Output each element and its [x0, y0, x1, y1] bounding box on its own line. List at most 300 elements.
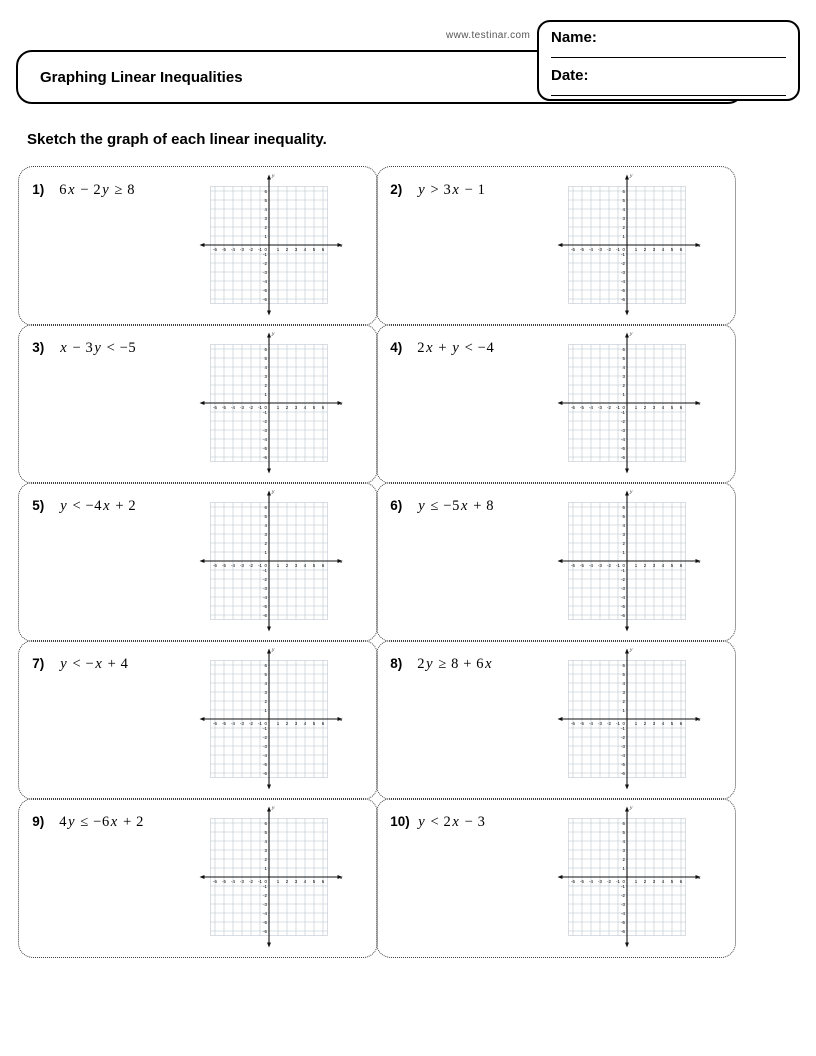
- svg-text:-6: -6: [620, 613, 625, 619]
- svg-text:-6: -6: [570, 405, 575, 411]
- svg-text:4: 4: [661, 879, 664, 885]
- svg-text:-5: -5: [262, 446, 267, 452]
- svg-text:5: 5: [622, 514, 625, 520]
- svg-text:-1: -1: [620, 884, 625, 890]
- problem-inequality: x − 3y < −5: [60, 340, 137, 357]
- svg-text:-1: -1: [262, 252, 267, 258]
- svg-text:-6: -6: [570, 563, 575, 569]
- svg-text:0: 0: [622, 405, 625, 411]
- svg-text:-1: -1: [257, 879, 262, 885]
- coordinate-grid: [198, 169, 344, 321]
- svg-text:-6: -6: [212, 405, 217, 411]
- problem-number: 6): [390, 498, 403, 514]
- problems-grid: [19, 167, 735, 957]
- svg-text:-5: -5: [221, 405, 226, 411]
- svg-text:-2: -2: [620, 419, 625, 425]
- svg-text:-4: -4: [230, 405, 235, 411]
- svg-text:-3: -3: [597, 405, 602, 411]
- svg-text:-2: -2: [262, 419, 267, 425]
- svg-text:-6: -6: [620, 455, 625, 461]
- svg-text:-2: -2: [606, 563, 611, 569]
- svg-text:5: 5: [264, 356, 267, 362]
- svg-text:2: 2: [643, 247, 646, 253]
- svg-text:x: x: [697, 559, 701, 566]
- coordinate-grid: [198, 643, 344, 795]
- coordinate-grid: [556, 485, 702, 637]
- problem-header: [390, 814, 485, 831]
- svg-text:5: 5: [264, 672, 267, 678]
- name-blank-line: [551, 57, 786, 58]
- svg-text:1: 1: [276, 563, 279, 569]
- svg-text:-1: -1: [615, 405, 620, 411]
- svg-text:4: 4: [622, 365, 625, 371]
- svg-text:6: 6: [622, 189, 625, 195]
- svg-text:2: 2: [285, 721, 288, 727]
- svg-text:1: 1: [634, 247, 637, 253]
- svg-text:2: 2: [285, 563, 288, 569]
- svg-text:-2: -2: [620, 577, 625, 583]
- svg-text:6: 6: [321, 721, 324, 727]
- svg-text:-2: -2: [262, 893, 267, 899]
- svg-text:2: 2: [643, 721, 646, 727]
- svg-text:-5: -5: [262, 288, 267, 294]
- svg-text:-5: -5: [579, 247, 584, 253]
- svg-text:-2: -2: [606, 247, 611, 253]
- problem-number: 7): [32, 656, 45, 672]
- svg-text:y: y: [629, 489, 633, 496]
- svg-text:-2: -2: [248, 879, 253, 885]
- svg-text:-3: -3: [239, 405, 244, 411]
- svg-text:-4: -4: [620, 595, 625, 601]
- problem-cell: [18, 798, 378, 958]
- svg-text:-4: -4: [262, 753, 267, 759]
- svg-text:x: x: [339, 559, 343, 566]
- svg-text:-4: -4: [230, 563, 235, 569]
- svg-text:-6: -6: [212, 879, 217, 885]
- svg-text:3: 3: [622, 848, 625, 854]
- svg-text:6: 6: [321, 247, 324, 253]
- svg-text:6: 6: [679, 563, 682, 569]
- svg-text:3: 3: [264, 532, 267, 538]
- problem-header: [32, 182, 135, 199]
- svg-text:-5: -5: [579, 563, 584, 569]
- svg-text:-4: -4: [230, 247, 235, 253]
- svg-text:-4: -4: [588, 563, 593, 569]
- svg-text:1: 1: [276, 879, 279, 885]
- problem-header: [390, 498, 494, 515]
- problem-header: [390, 656, 493, 673]
- svg-text:-4: -4: [588, 721, 593, 727]
- svg-text:-3: -3: [239, 563, 244, 569]
- svg-text:-5: -5: [221, 721, 226, 727]
- coordinate-grid: [556, 643, 702, 795]
- svg-text:-1: -1: [262, 884, 267, 890]
- svg-text:5: 5: [312, 563, 315, 569]
- svg-text:-2: -2: [606, 721, 611, 727]
- svg-text:1: 1: [276, 405, 279, 411]
- svg-text:6: 6: [622, 505, 625, 511]
- svg-text:y: y: [271, 805, 275, 812]
- svg-text:1: 1: [264, 234, 267, 240]
- svg-text:-4: -4: [588, 879, 593, 885]
- svg-text:-4: -4: [230, 879, 235, 885]
- svg-text:-1: -1: [257, 721, 262, 727]
- problem-header: [32, 656, 128, 673]
- svg-text:-4: -4: [620, 279, 625, 285]
- svg-text:-2: -2: [262, 735, 267, 741]
- svg-text:5: 5: [670, 247, 673, 253]
- svg-text:2: 2: [264, 541, 267, 547]
- svg-text:-5: -5: [579, 405, 584, 411]
- svg-text:4: 4: [264, 681, 267, 687]
- svg-text:2: 2: [622, 225, 625, 231]
- svg-text:-4: -4: [620, 753, 625, 759]
- svg-text:-4: -4: [262, 595, 267, 601]
- problem-number: 1): [32, 182, 45, 198]
- svg-text:-5: -5: [620, 446, 625, 452]
- svg-text:5: 5: [264, 198, 267, 204]
- svg-text:0: 0: [622, 721, 625, 727]
- problem-number: 10): [390, 814, 410, 830]
- svg-text:-5: -5: [620, 762, 625, 768]
- problem-cell: [376, 640, 736, 800]
- problem-number: 4): [390, 340, 403, 356]
- svg-text:-1: -1: [615, 563, 620, 569]
- problem-inequality: 6x − 2y ≥ 8: [59, 182, 136, 199]
- svg-text:4: 4: [661, 405, 664, 411]
- svg-text:1: 1: [634, 405, 637, 411]
- website-url: www.testinar.com: [446, 30, 531, 41]
- svg-text:x: x: [339, 717, 343, 724]
- svg-text:2: 2: [643, 563, 646, 569]
- svg-text:5: 5: [622, 356, 625, 362]
- svg-text:1: 1: [622, 866, 625, 872]
- svg-text:-2: -2: [620, 893, 625, 899]
- svg-text:0: 0: [264, 247, 267, 253]
- svg-text:6: 6: [622, 821, 625, 827]
- problem-cell: [18, 324, 378, 484]
- svg-text:-2: -2: [248, 721, 253, 727]
- problem-number: 8): [390, 656, 403, 672]
- svg-text:5: 5: [312, 721, 315, 727]
- svg-text:4: 4: [303, 405, 306, 411]
- svg-text:1: 1: [622, 392, 625, 398]
- svg-text:3: 3: [294, 247, 297, 253]
- problem-inequality: y < −4x + 2: [60, 498, 137, 515]
- name-label: Name:: [551, 29, 597, 46]
- svg-text:-1: -1: [262, 410, 267, 416]
- svg-text:1: 1: [622, 708, 625, 714]
- svg-text:-5: -5: [262, 762, 267, 768]
- svg-text:5: 5: [312, 879, 315, 885]
- svg-text:y: y: [271, 173, 275, 180]
- svg-text:-3: -3: [262, 586, 267, 592]
- svg-text:2: 2: [264, 383, 267, 389]
- svg-text:2: 2: [285, 405, 288, 411]
- svg-text:-1: -1: [615, 879, 620, 885]
- svg-text:2: 2: [622, 699, 625, 705]
- svg-text:0: 0: [264, 563, 267, 569]
- svg-text:-4: -4: [262, 437, 267, 443]
- svg-text:0: 0: [622, 879, 625, 885]
- problem-cell: [18, 640, 378, 800]
- svg-text:-5: -5: [221, 563, 226, 569]
- svg-text:x: x: [697, 875, 701, 882]
- svg-text:-1: -1: [262, 568, 267, 574]
- problem-cell: [376, 482, 736, 642]
- svg-text:4: 4: [661, 721, 664, 727]
- svg-text:-3: -3: [262, 744, 267, 750]
- svg-text:1: 1: [276, 247, 279, 253]
- svg-text:6: 6: [321, 879, 324, 885]
- svg-text:1: 1: [622, 234, 625, 240]
- svg-text:-5: -5: [620, 920, 625, 926]
- svg-text:y: y: [629, 647, 633, 654]
- svg-text:-3: -3: [262, 428, 267, 434]
- svg-text:4: 4: [303, 563, 306, 569]
- svg-text:-3: -3: [597, 247, 602, 253]
- problem-header: [390, 340, 494, 357]
- svg-text:-4: -4: [620, 437, 625, 443]
- svg-text:4: 4: [622, 207, 625, 213]
- svg-text:-6: -6: [570, 879, 575, 885]
- svg-text:-3: -3: [597, 721, 602, 727]
- svg-text:2: 2: [622, 383, 625, 389]
- coordinate-grid: [556, 169, 702, 321]
- svg-text:2: 2: [264, 699, 267, 705]
- svg-text:-5: -5: [579, 721, 584, 727]
- svg-text:-3: -3: [620, 428, 625, 434]
- svg-text:-2: -2: [606, 405, 611, 411]
- svg-text:x: x: [339, 401, 343, 408]
- svg-text:-6: -6: [570, 721, 575, 727]
- svg-text:y: y: [629, 331, 633, 338]
- svg-text:2: 2: [643, 405, 646, 411]
- svg-text:-6: -6: [262, 771, 267, 777]
- svg-text:-3: -3: [620, 586, 625, 592]
- svg-text:3: 3: [652, 721, 655, 727]
- svg-text:-1: -1: [257, 247, 262, 253]
- svg-text:5: 5: [312, 405, 315, 411]
- svg-text:-3: -3: [262, 270, 267, 276]
- svg-text:-4: -4: [588, 405, 593, 411]
- svg-text:-1: -1: [620, 410, 625, 416]
- svg-text:6: 6: [679, 247, 682, 253]
- svg-text:5: 5: [312, 247, 315, 253]
- date-label: Date:: [551, 67, 589, 85]
- svg-text:-2: -2: [248, 405, 253, 411]
- svg-text:x: x: [697, 243, 701, 250]
- problem-number: 5): [32, 498, 45, 514]
- svg-text:-2: -2: [620, 261, 625, 267]
- svg-text:5: 5: [622, 198, 625, 204]
- svg-text:1: 1: [264, 708, 267, 714]
- svg-text:3: 3: [622, 532, 625, 538]
- svg-text:y: y: [629, 173, 633, 180]
- svg-text:3: 3: [652, 405, 655, 411]
- svg-text:4: 4: [264, 207, 267, 213]
- svg-text:1: 1: [622, 550, 625, 556]
- problem-inequality: y < −x + 4: [60, 656, 129, 673]
- svg-text:2: 2: [622, 541, 625, 547]
- svg-text:-6: -6: [262, 297, 267, 303]
- svg-text:3: 3: [264, 374, 267, 380]
- svg-text:5: 5: [622, 672, 625, 678]
- svg-text:1: 1: [264, 866, 267, 872]
- svg-text:5: 5: [670, 879, 673, 885]
- svg-text:-3: -3: [239, 247, 244, 253]
- svg-text:3: 3: [652, 563, 655, 569]
- problem-number: 2): [390, 182, 403, 198]
- problem-inequality: y < 2x − 3: [418, 814, 486, 831]
- svg-text:5: 5: [264, 514, 267, 520]
- coordinate-grid: [198, 801, 344, 953]
- svg-text:-1: -1: [615, 721, 620, 727]
- svg-text:4: 4: [622, 839, 625, 845]
- svg-text:-4: -4: [620, 911, 625, 917]
- svg-text:4: 4: [264, 839, 267, 845]
- svg-text:0: 0: [622, 563, 625, 569]
- coordinate-grid: [198, 327, 344, 479]
- svg-text:-4: -4: [230, 721, 235, 727]
- svg-text:6: 6: [264, 347, 267, 353]
- svg-text:-2: -2: [620, 735, 625, 741]
- svg-text:4: 4: [303, 247, 306, 253]
- svg-text:4: 4: [661, 563, 664, 569]
- svg-text:-3: -3: [620, 270, 625, 276]
- page-title: Graphing Linear Inequalities: [40, 68, 243, 86]
- svg-text:-5: -5: [221, 879, 226, 885]
- problem-header: [32, 498, 136, 515]
- svg-text:3: 3: [294, 405, 297, 411]
- svg-text:6: 6: [622, 663, 625, 669]
- coordinate-grid: [556, 327, 702, 479]
- svg-text:-4: -4: [588, 247, 593, 253]
- svg-text:5: 5: [264, 830, 267, 836]
- svg-text:-2: -2: [262, 261, 267, 267]
- svg-text:-6: -6: [620, 771, 625, 777]
- svg-text:-6: -6: [620, 297, 625, 303]
- svg-text:x: x: [697, 401, 701, 408]
- svg-text:-5: -5: [221, 247, 226, 253]
- svg-text:-2: -2: [248, 247, 253, 253]
- svg-text:4: 4: [622, 523, 625, 529]
- svg-text:1: 1: [634, 563, 637, 569]
- problem-header: [32, 814, 144, 831]
- svg-text:3: 3: [622, 690, 625, 696]
- svg-text:4: 4: [264, 523, 267, 529]
- svg-text:4: 4: [661, 247, 664, 253]
- svg-text:6: 6: [264, 821, 267, 827]
- svg-text:x: x: [339, 243, 343, 250]
- instruction-text: Sketch the graph of each linear inequality.: [27, 131, 327, 148]
- svg-text:0: 0: [264, 879, 267, 885]
- problem-cell: [376, 798, 736, 958]
- problem-header: [390, 182, 485, 199]
- svg-text:-6: -6: [212, 247, 217, 253]
- svg-text:-1: -1: [257, 563, 262, 569]
- problem-inequality: y ≤ −5x + 8: [418, 498, 495, 515]
- svg-text:x: x: [339, 875, 343, 882]
- problem-inequality: y > 3x − 1: [418, 182, 486, 199]
- svg-text:-6: -6: [212, 563, 217, 569]
- svg-text:1: 1: [634, 721, 637, 727]
- svg-text:3: 3: [652, 879, 655, 885]
- svg-text:y: y: [629, 805, 633, 812]
- svg-text:3: 3: [264, 848, 267, 854]
- svg-text:-5: -5: [262, 604, 267, 610]
- svg-text:-6: -6: [620, 929, 625, 935]
- svg-text:3: 3: [294, 721, 297, 727]
- svg-text:2: 2: [264, 857, 267, 863]
- svg-text:-2: -2: [248, 563, 253, 569]
- problem-number: 3): [32, 340, 45, 356]
- svg-text:y: y: [271, 331, 275, 338]
- svg-text:x: x: [697, 717, 701, 724]
- svg-text:-5: -5: [620, 604, 625, 610]
- svg-text:-5: -5: [579, 879, 584, 885]
- svg-text:5: 5: [670, 405, 673, 411]
- svg-text:3: 3: [652, 247, 655, 253]
- svg-text:-1: -1: [615, 247, 620, 253]
- svg-text:3: 3: [622, 216, 625, 222]
- svg-text:0: 0: [264, 721, 267, 727]
- svg-text:-6: -6: [262, 613, 267, 619]
- svg-text:2: 2: [285, 247, 288, 253]
- svg-text:-1: -1: [262, 726, 267, 732]
- coordinate-grid: [556, 801, 702, 953]
- svg-text:6: 6: [264, 663, 267, 669]
- svg-text:3: 3: [294, 879, 297, 885]
- svg-text:1: 1: [264, 550, 267, 556]
- svg-text:4: 4: [303, 721, 306, 727]
- svg-text:-5: -5: [620, 288, 625, 294]
- svg-text:1: 1: [634, 879, 637, 885]
- svg-text:-1: -1: [620, 568, 625, 574]
- svg-text:-4: -4: [262, 911, 267, 917]
- svg-text:-3: -3: [262, 902, 267, 908]
- svg-text:4: 4: [622, 681, 625, 687]
- svg-text:-1: -1: [620, 252, 625, 258]
- svg-text:6: 6: [264, 505, 267, 511]
- svg-text:-2: -2: [606, 879, 611, 885]
- svg-text:3: 3: [622, 374, 625, 380]
- problem-inequality: 4y ≤ −6x + 2: [59, 814, 144, 831]
- svg-text:5: 5: [622, 830, 625, 836]
- name-date-box: [537, 20, 800, 101]
- svg-text:2: 2: [622, 857, 625, 863]
- svg-text:-1: -1: [620, 726, 625, 732]
- svg-text:3: 3: [264, 216, 267, 222]
- svg-text:-3: -3: [620, 744, 625, 750]
- svg-text:-6: -6: [212, 721, 217, 727]
- svg-text:y: y: [271, 489, 275, 496]
- svg-text:6: 6: [622, 347, 625, 353]
- svg-text:-4: -4: [262, 279, 267, 285]
- svg-text:0: 0: [622, 247, 625, 253]
- svg-text:3: 3: [264, 690, 267, 696]
- coordinate-grid: [198, 485, 344, 637]
- svg-text:4: 4: [264, 365, 267, 371]
- svg-text:-3: -3: [597, 879, 602, 885]
- svg-text:-2: -2: [262, 577, 267, 583]
- svg-text:6: 6: [679, 879, 682, 885]
- problem-number: 9): [32, 814, 45, 830]
- svg-text:1: 1: [276, 721, 279, 727]
- svg-text:3: 3: [294, 563, 297, 569]
- svg-text:-5: -5: [262, 920, 267, 926]
- svg-text:6: 6: [321, 405, 324, 411]
